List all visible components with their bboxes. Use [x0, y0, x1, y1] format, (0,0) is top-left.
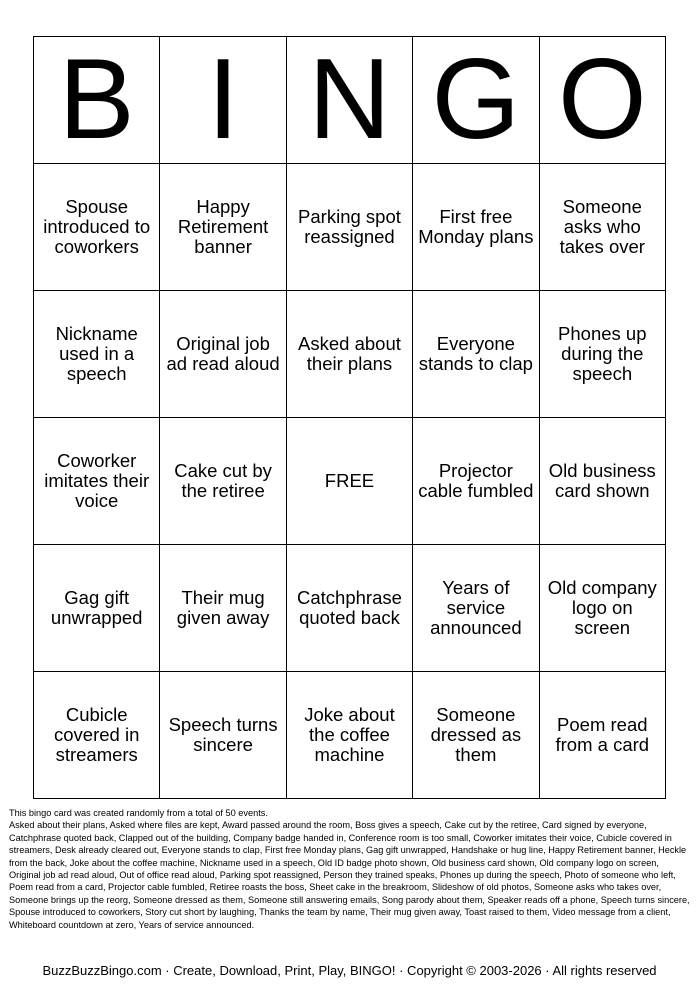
bingo-cell: Old company logo on screen — [539, 545, 665, 672]
bingo-cell: Their mug given away — [160, 545, 286, 672]
card-info-intro: This bingo card was created randomly from a total of 50 events. — [9, 808, 268, 818]
bingo-card — [33, 36, 666, 799]
header-letter-n: N — [286, 37, 412, 164]
event-list: Asked about their plans, Asked where files are kept, Award passed around the room, Boss gives a speech, Cake cut by the retiree, Card signed by everyone, Catchphrase quoted back, Clapped out of the building, Company badge handed in, Conference room is too small, Coworker imitates their voice, Cubicle covered in streamers, Desk already cleared out, Everyone stands to clap, First free Monday plans, Gag gift unwrapped, Handshake or hug line, Happy Retirement banner, Heckle from the back, Joke about the coffee machine, Nickname used in a speech, Old ID badge photo shown, Old business card shown, Old company logo on screen, Original job ad read aloud, Out of office read aloud, Parking spot reassigned, Person they trained speaks, Phones up during the speech, Photo of someone who left, Poem read from a card, Projector cable fumbled, Retiree roasts the boss, Sheet cake in the breakroom, Slideshow of old photos, Someone asks who takes over, Someone brings up the reorg, Someone dressed as them, Someone still answering emails, Song parody about them, Speaker reads off a phone, Speech turns sincere, Spouse introduced to coworkers, Story cut short by laughing, Thanks the team by name, Their mug given away, Toast raised to them, Video message from a client, Whiteboard countdown at zero, Years of service announced. — [9, 820, 690, 930]
card-row-4 — [34, 545, 666, 672]
card-row-3 — [34, 418, 666, 545]
bingo-cell: Asked about their plans — [286, 291, 412, 418]
bingo-cell: Phones up during the speech — [539, 291, 665, 418]
bingo-cell: Years of service announced — [413, 545, 539, 672]
bingo-cell: Parking spot reassigned — [286, 164, 412, 291]
bingo-cell: Cubicle covered in streamers — [34, 672, 160, 799]
bingo-cell: Catchphrase quoted back — [286, 545, 412, 672]
footer: BuzzBuzzBingo.com · Create, Download, Print, Play, BINGO! · Copyright © 2003-2026 · All rights reserved — [42, 963, 657, 978]
bingo-cell: Someone asks who takes over — [539, 164, 665, 291]
card-row-1 — [34, 164, 666, 291]
bingo-cell: Original job ad read aloud — [160, 291, 286, 418]
bingo-cell: Someone dressed as them — [413, 672, 539, 799]
bingo-cell: Poem read from a card — [539, 672, 665, 799]
bingo-cell: Joke about the coffee machine — [286, 672, 412, 799]
bingo-cell: Coworker imitates their voice — [34, 418, 160, 545]
free-space-cell: FREE — [286, 418, 412, 545]
header-row — [34, 37, 666, 164]
bingo-cell: Projector cable fumbled — [413, 418, 539, 545]
card-row-2 — [34, 291, 666, 418]
bingo-cell: Cake cut by the retiree — [160, 418, 286, 545]
bingo-cell: Old business card shown — [539, 418, 665, 545]
bingo-cell: Nickname used in a speech — [34, 291, 160, 418]
header-letter-g: G — [413, 37, 539, 164]
bingo-cell: Spouse introduced to coworkers — [34, 164, 160, 291]
header-letter-b: B — [34, 37, 160, 164]
card-info — [9, 807, 691, 931]
header-letter-i: I — [160, 37, 286, 164]
header-letter-o: O — [539, 37, 665, 164]
card-row-5 — [34, 672, 666, 799]
bingo-cell: Speech turns sincere — [160, 672, 286, 799]
bingo-cell: Happy Retirement banner — [160, 164, 286, 291]
bingo-cell: First free Monday plans — [413, 164, 539, 291]
bingo-cell: Gag gift unwrapped — [34, 545, 160, 672]
bingo-cell: Everyone stands to clap — [413, 291, 539, 418]
